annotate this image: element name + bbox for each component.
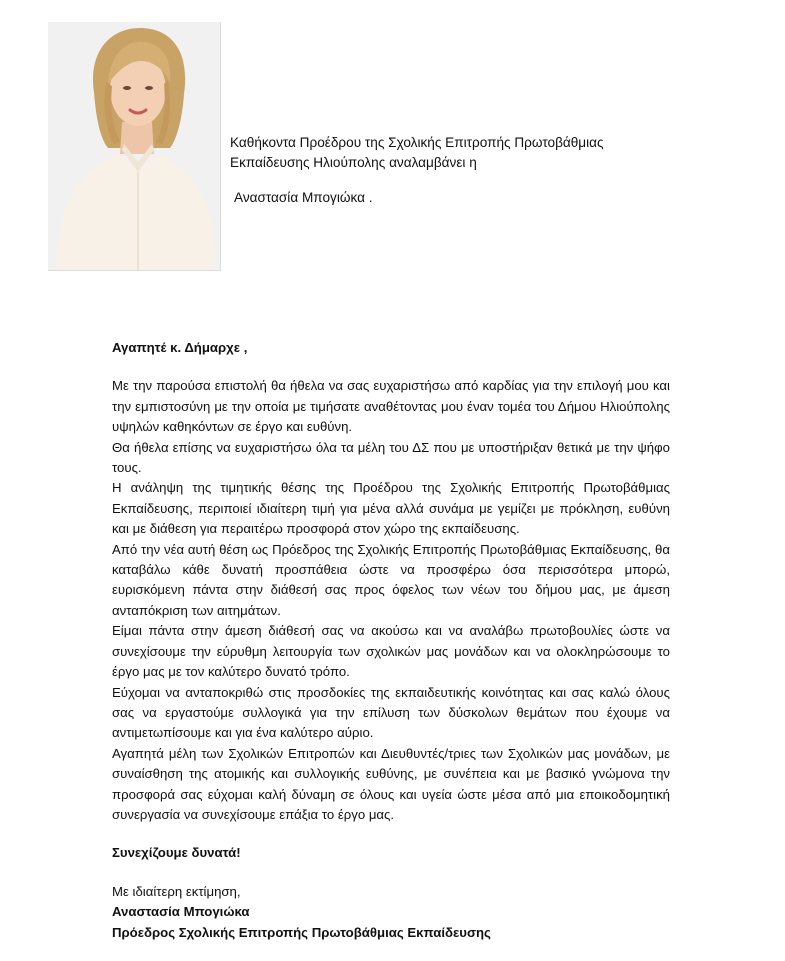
signatory-title: Πρόεδρος Σχολικής Επιτροπής Πρωτοβάθμιας Εκπαίδευσης <box>112 924 491 940</box>
announcement-heading <box>230 133 750 208</box>
closing-line: Συνεχίζουμε δυνατά! <box>112 845 241 861</box>
paragraph-3: Η ανάληψη της τιμητικής θέσης της Προέδρου της Σχολικής Επιτροπής Πρωτοβάθμιας Εκπαίδευσης, περιποιεί ιδιαίτερη τιμή για μένα αλλά συνάμα με γεμίζει με πρόκληση, ευθύνη και με διάθεση για περαιτέρω προσφορά στον χώρο της εκπαίδευσης. <box>112 480 670 537</box>
letter-body <box>112 338 670 943</box>
salutation: Αγαπητέ κ. Δήμαρχε , <box>112 340 248 355</box>
regards-line: Με ιδιαίτερη εκτίμηση, <box>112 883 241 899</box>
announcement-line-2: Εκπαίδευσης Ηλιούπολης αναλαμβάνει η <box>230 155 477 170</box>
paragraph-1: Με την παρούσα επιστολή θα ήθελα να σας ευχαριστήσω από καρδίας για την επιλογή μου και την εμπιστοσύνη με την οποία με τιμήσατε αναθέτοντας μου έναν τομέα του Δήμου Ηλιούπολης υψηλών καθηκόντων σε έργο και ευθύνη. <box>112 378 670 435</box>
signatory-name: Αναστασία Μπογιώκα <box>112 904 250 920</box>
announcement-name: Αναστασία Μπογιώκα . <box>234 190 373 205</box>
paragraph-7: Αγαπητά μέλη των Σχολικών Επιτροπών και Διευθυντές/τριες των Σχολικών μας μονάδων, με συναίσθηση της ατομικής και συλλογικής ευθύνης, με συνέπεια και με βασικό γνώμονα την προσφορά σας εύχομαι καλή δύναμη σε όλους και υγεία ώστε μέσα από μια εποικοδομητική συνεργασία να συνεχίσουμε επάξια το έργο μας. <box>112 745 670 822</box>
portrait-photo <box>48 22 221 271</box>
paragraph-2: Θα ήθελα επίσης να ευχαριστήσω όλα τα μέλη του ΔΣ που με υποστήριξαν θετικά με την ψήφο τους. <box>112 439 670 476</box>
paragraph-6: Εύχομαι να ανταποκριθώ στις προσδοκίες της εκπαιδευτικής κοινότητας και σας καλώ όλους σας να εργαστούμε συλλογικά για την επίλυση των δύσκολων θεμάτων που έχουμε να αντιμετωπίσουμε και για ένα καλύτερο αύριο. <box>112 684 670 741</box>
paragraph-4: Από την νέα αυτή θέση ως Πρόεδρος της Σχολικής Επιτροπής Πρωτοβάθμιας Εκπαίδευσης, θα καταβάλω κάθε δυνατή προσπάθεια ώστε να προσφέρω όσα περισσότερα μπορώ, ευρισκόμενη πάντα στην διάθεσή σας προς όφελος των νέων του δήμου μας, με άμεση ανταπόκριση των αιτημάτων. <box>112 541 670 618</box>
paragraph-5: Είμαι πάντα στην άμεση διάθεσή σας να ακούσω και να αναλάβω πρωτοβουλίες ώστε να συνεχίσουμε την εύρυθμη λειτουργία των σχολικών μας μονάδων και να ολοκληρώσουμε το έργο μας με τον καλύτερο δυνατό τρόπο. <box>112 623 670 680</box>
announcement-line-1: Καθήκοντα Προέδρου της Σχολικής Επιτροπής Πρωτοβάθμιας <box>230 135 604 150</box>
